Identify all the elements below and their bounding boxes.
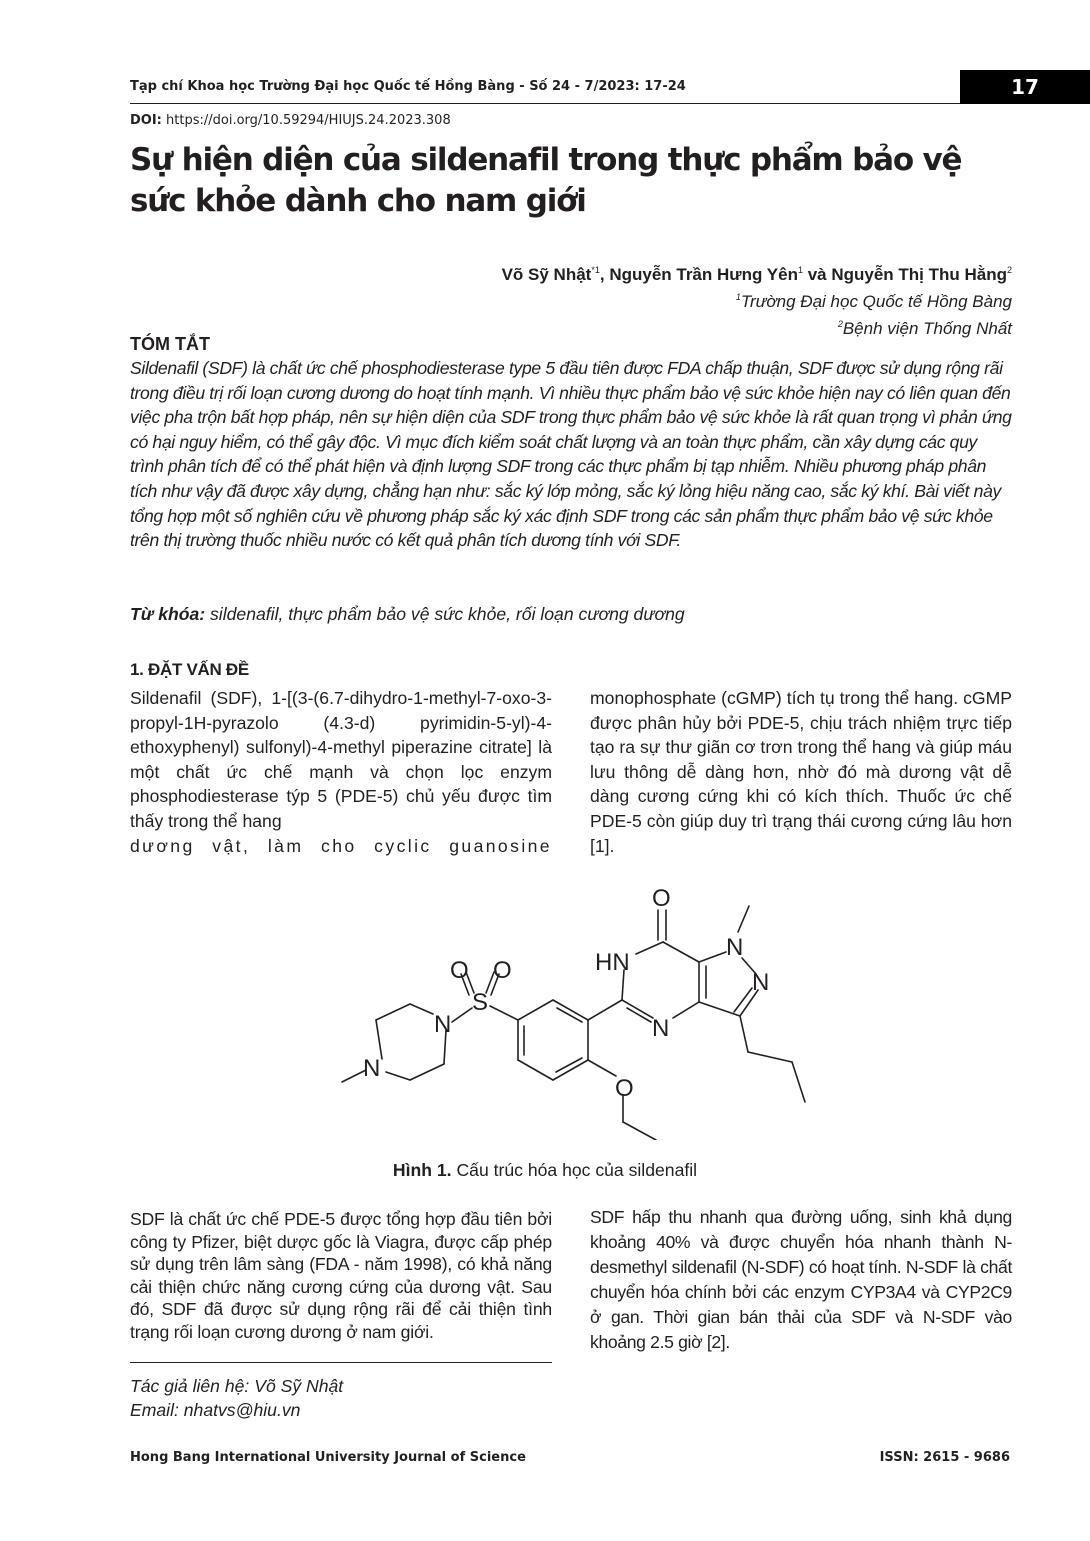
atom-label: O <box>615 1075 634 1102</box>
body-paragraph-left <box>130 686 552 858</box>
page-number: 17 <box>960 70 1090 104</box>
sildenafil-structure-figure <box>330 880 810 1140</box>
body-paragraph-left: SDF là chất ức chế PDE-5 được tổng hợp đầu tiên bởi công ty Pfizer, biệt dược gốc là Viagra, được cấp phép sử dụng trên lâm sàng (FDA - năm 1998), có khả năng cải thiện chức năng cương cứng của dương vật. Sau đó, SDF đã được sử dụng rộng rãi để cải thiện tình trạng rối loạn cương dương ở nam giới. <box>130 1209 552 1342</box>
keywords-value: sildenafil, thực phẩm bảo vệ sức khỏe, rối loạn cương dương <box>205 604 685 624</box>
article-title: Sự hiện diện của sildenafil trong thực phẩm bảo vệ sức khỏe dành cho nam giới <box>130 142 962 219</box>
abstract-text: Sildenafil (SDF) là chất ức chế phosphodiesterase type 5 đầu tiên được FDA chấp thuận, SDF được sử dụng rộng rãi trong điều trị rối loạn cương dương do hoạt tính mạnh. Vì nhiều thực phẩm bảo vệ sức khỏe hiện nay có liên quan đến việc pha trộn bất hợp pháp, nên sự hiện diện của SDF trong thực phẩm bảo vệ sức khỏe là rất quan trọng vì phản ứng có hại nguy hiểm, có thể gây độc. Vì mục đích kiểm soát chất lượng và an toàn thực phẩm, cần xây dựng các quy trình phân tích để có thể phát hiện và định lượng SDF trong các thực phẩm bị tạp nhiễm. Nhiều phương pháp phân tích như vậy đã được xây dựng, chẳng hạn như: sắc ký lớp mỏng, sắc ký lỏng hiệu năng cao, sắc ký khí. Bài viết này tổng hợp một số nghiên cứu về phương pháp sắc ký xác định SDF trong các sản phẩm thực phẩm bảo vệ sức khỏe trên thị trường thuốc nhiều nước có kết quả phân tích dương tính với SDF. <box>130 358 1012 551</box>
author-sep: và <box>802 265 832 284</box>
affiliation <box>502 313 1012 340</box>
corresponding-author-email[interactable]: Email: nhatvs@hiu.vn <box>130 1400 301 1420</box>
abstract-heading: TÓM TẮT <box>130 334 210 354</box>
figure-caption-label: Hình 1. <box>392 1160 452 1180</box>
journal-header: Tạp chí Khoa học Trường Đại học Quốc tế Hồng Bàng - Số 24 - 7/2023: 17-24 <box>130 79 686 94</box>
paragraph-last-line: dương vật, làm cho cyclic guanosine <box>130 835 552 856</box>
author-name: Nguyễn Thị Thu Hằng <box>831 265 1007 284</box>
author-name: Nguyễn Trần Hưng Yên <box>609 265 798 284</box>
author-sep: , <box>599 265 610 284</box>
doi-label: DOI: <box>130 113 162 128</box>
affiliation-sup: 1 <box>735 292 741 302</box>
author-block <box>502 259 1012 340</box>
corresponding-author <box>130 1374 343 1422</box>
atom-label: O <box>493 957 512 984</box>
header-rule <box>130 103 960 104</box>
author-sup: *1 <box>591 265 600 275</box>
author-name: Võ Sỹ Nhật <box>501 265 592 284</box>
body-paragraph-right: SDF hấp thu nhanh qua đường uống, sinh khả dụng khoảng 40% và được chuyển hóa nhanh thành N-desmethyl sildenafil (N-SDF) có hoạt tính. N-SDF là chất chuyển hóa chính bởi các enzym CYP3A4 và CYP2C9 ở gan. Thời gian bán thải của SDF và N-SDF vào khoảng 2.5 giờ [2]. <box>590 1207 1012 1352</box>
footer-issn: ISSN: 2615 - 9686 <box>879 1450 1010 1465</box>
author-sup: 1 <box>797 265 803 275</box>
author-sup: 2 <box>1006 265 1012 275</box>
atom-label: N <box>652 1015 670 1042</box>
paragraph-text: Sildenafil (SDF), 1-[(3-(6.7-dihydro-1-methyl-7-oxo-3-propyl-1H-pyrazolo (4.3-d) pyrimidin-5-yl)-4-ethoxyphenyl) sulfonyl)-4-methyl piperazine citrate] là một chất ức chế mạnh và chọn lọc enzym phosphodiesterase týp 5 (PDE-5) chủ yếu được tìm thấy trong thể hang <box>130 688 552 831</box>
affiliation <box>502 286 1012 313</box>
figure-caption-text: Cấu trúc hóa học của sildenafil <box>451 1160 698 1180</box>
footnote-rule <box>130 1362 552 1363</box>
affiliation-name: Bệnh viện Thống Nhất <box>842 319 1012 338</box>
footer-journal-name: Hong Bang International University Journal of Science <box>130 1450 526 1465</box>
atom-label: O <box>652 885 671 912</box>
keywords-label: Từ khóa: <box>130 604 206 624</box>
atom-label: N <box>363 1055 381 1082</box>
doi-link[interactable]: https://doi.org/10.59294/HIUJS.24.2023.308 <box>161 113 451 128</box>
atom-label: O <box>450 957 469 984</box>
atom-label: N <box>752 969 770 996</box>
atom-label: N <box>726 934 744 961</box>
doi-line <box>130 113 451 128</box>
atom-label: S <box>472 989 489 1016</box>
atom-label: HN <box>595 949 630 976</box>
corresponding-author-name: Tác giả liên hệ: Võ Sỹ Nhật <box>130 1376 344 1396</box>
section-heading: 1. ĐẶT VẤN ĐỀ <box>130 660 249 679</box>
affiliation-name: Trường Đại học Quốc tế Hồng Bàng <box>740 292 1012 311</box>
affiliation-sup: 2 <box>837 319 843 329</box>
keywords <box>130 604 685 625</box>
atom-label: N <box>434 1011 452 1038</box>
body-paragraph-right: monophosphate (cGMP) tích tụ trong thể hang. cGMP được phân hủy bởi PDE-5, chịu trách nhiệm trực tiếp tạo ra sự thư giãn cơ trơn trong thể hang và giúp máu lưu thông dễ dàng hơn, nhờ đó mà dương vật dễ dàng cương cứng khi có kích thích. Thuốc ức chế PDE-5 còn giúp duy trì trạng thái cương cứng lâu hơn [1]. <box>590 688 1012 856</box>
author-list <box>502 259 1012 286</box>
figure-caption <box>0 1160 1090 1181</box>
